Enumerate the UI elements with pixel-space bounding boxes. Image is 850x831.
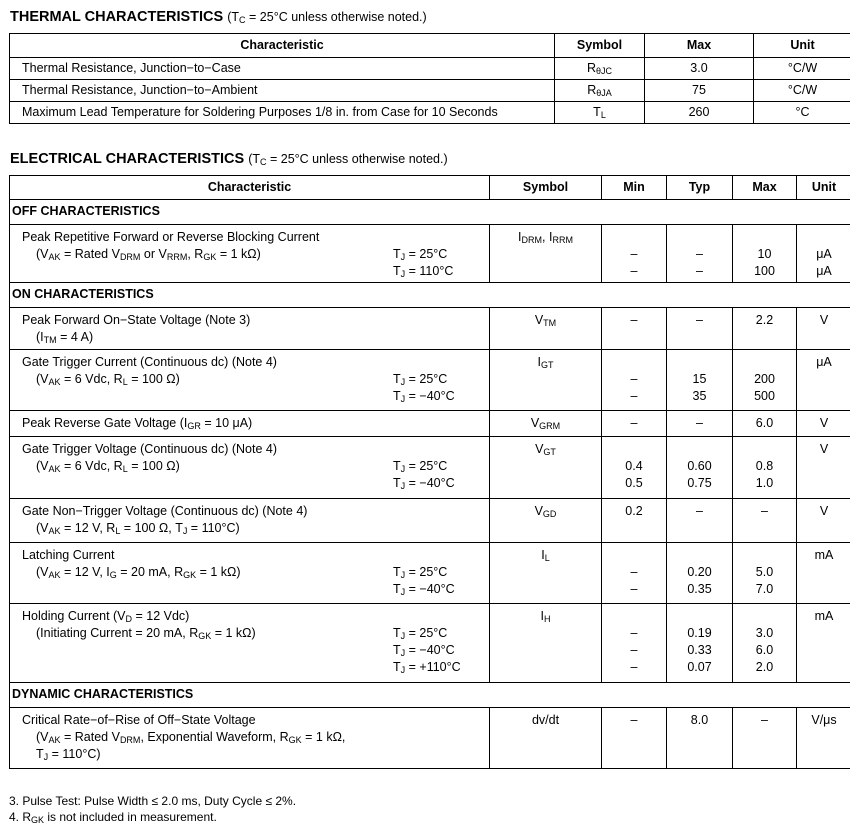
typ-cell: – — [667, 499, 733, 543]
footnote-3: 3. Pulse Test: Pulse Width ≤ 2.0 ms, Duty Cycle ≤ 2%. — [9, 794, 297, 808]
table-row — [10, 604, 850, 683]
max-cell: 75 — [645, 80, 754, 102]
symbol-cell: $R_{\theta JA}$ — [555, 80, 645, 102]
unit-cell: V — [797, 437, 850, 499]
max-cell: 0.8 1.0 — [733, 437, 797, 499]
characteristic-cell: Peak Reverse Gate Voltage ($I_{GR} = 10$ μA) — [10, 411, 490, 437]
tj-label: $T_J = 25^\circ C$ — [393, 247, 448, 262]
typ-cell: 0.60 0.75 — [667, 437, 733, 499]
table-row — [10, 708, 850, 769]
header-characteristic: Characteristic — [10, 34, 555, 58]
thermal-title: THERMAL CHARACTERISTICS ($T_C = 25^\circ C$ unless otherwise noted.) — [10, 9, 427, 25]
tj-label: $T_J = 25^\circ C$ — [393, 459, 448, 474]
unit-cell: V/μs — [797, 708, 850, 769]
table-row — [10, 543, 850, 604]
max-cell: 3.0 6.0 2.0 — [733, 604, 797, 683]
typ-cell: – — [667, 308, 733, 350]
characteristic-cell: Holding Current ($V_D = 12$ Vdc) (Initiating Current = 20 mA, $R_{GK} = 1$ kΩ) $T_J = 25^\circ C$ $T_J = -40^\circ C$ $T_J = +110^\circ C$ — [10, 604, 490, 683]
section-row-on — [10, 283, 850, 308]
header-min: Min — [602, 176, 667, 200]
typ-cell: – – — [667, 225, 733, 283]
unit-cell: °C — [754, 102, 850, 124]
typ-cell: 15 35 — [667, 350, 733, 411]
max-cell: 200 500 — [733, 350, 797, 411]
electrical-title: ELECTRICAL CHARACTERISTICS ($T_C = 25^\circ C$ unless otherwise noted.) — [10, 151, 448, 167]
table-row — [10, 308, 850, 350]
unit-cell: V — [797, 411, 850, 437]
characteristic-cell: Peak Repetitive Forward or Reverse Blocking Current ($V_{AK}$ = Rated $V_{DRM}$ or $V_{RRM}$, $R_{GK} = 1$ kΩ) $T_J = 25^\circ C$ $T_J = 110^\circ C$ — [10, 225, 490, 283]
characteristic-cell: Gate Trigger Current (Continuous dc) (Note 4) ($V_{AK} = 6$ Vdc, $R_L = 100$ Ω) $T_J = 25^\circ C$ $T_J = -40^\circ C$ — [10, 350, 490, 411]
tj-label: $T_J = -40^\circ C$ — [393, 476, 455, 491]
header-symbol: Symbol — [490, 176, 602, 200]
unit-cell: °C/W — [754, 58, 850, 80]
tj-label: $T_J = 110^\circ C$ — [393, 264, 454, 279]
header-max: Max — [645, 34, 754, 58]
symbol-cell: dv/dt — [490, 708, 602, 769]
symbol-cell: $I_L$ — [490, 543, 602, 604]
characteristic-cell: Maximum Lead Temperature for Soldering Purposes 1/8 in. from Case for 10 Seconds — [10, 102, 555, 124]
min-cell: – – — [602, 543, 667, 604]
characteristic-cell: Latching Current ($V_{AK} = 12$ V, $I_G = 20$ mA, $R_{GK} = 1$ kΩ) $T_J = 25^\circ C$ $T_J = -40^\circ C$ — [10, 543, 490, 604]
table-row — [10, 499, 850, 543]
tj-label: $T_J = -40^\circ C$ — [393, 582, 455, 597]
max-cell: – — [733, 499, 797, 543]
unit-cell: mA — [797, 543, 850, 604]
unit-cell: V — [797, 308, 850, 350]
header-symbol: Symbol — [555, 34, 645, 58]
typ-cell: 8.0 — [667, 708, 733, 769]
table-row — [10, 102, 850, 124]
max-cell: 5.0 7.0 — [733, 543, 797, 604]
min-cell: 0.2 — [602, 499, 667, 543]
table-row — [10, 411, 850, 437]
min-cell: 0.4 0.5 — [602, 437, 667, 499]
min-cell: – – — [602, 350, 667, 411]
characteristic-cell: Gate Trigger Voltage (Continuous dc) (Note 4) ($V_{AK} = 6$ Vdc, $R_L = 100$ Ω) $T_J = 25^\circ C$ $T_J = -40^\circ C$ — [10, 437, 490, 499]
header-unit: Unit — [797, 176, 850, 200]
characteristic-cell: Gate Non−Trigger Voltage (Continuous dc) (Note 4) ($V_{AK} = 12$ V, $R_L = 100$ Ω, $T_J = 110^\circ C$) — [10, 499, 490, 543]
section-title: OFF CHARACTERISTICS — [10, 200, 850, 225]
header-max: Max — [733, 176, 797, 200]
min-cell: – — [602, 411, 667, 437]
characteristic-cell: Thermal Resistance, Junction−to−Ambient — [10, 80, 555, 102]
table-row — [10, 80, 850, 102]
header-typ: Typ — [667, 176, 733, 200]
min-cell: – – – — [602, 604, 667, 683]
max-cell: 260 — [645, 102, 754, 124]
symbol-cell: $V_{GRM}$ — [490, 411, 602, 437]
typ-cell: – — [667, 411, 733, 437]
table-row — [10, 225, 850, 283]
section-row-off — [10, 200, 850, 225]
tj-label: $T_J = -40^\circ C$ — [393, 643, 455, 658]
characteristic-cell: Critical Rate−of−Rise of Off−State Voltage ($V_{AK}$ = Rated $V_{DRM}$, Exponential Waveform, $R_{GK} = 1$ kΩ, $T_J = 110^\circ C$) — [10, 708, 490, 769]
thermal-table — [9, 33, 850, 124]
table-header-row — [10, 34, 850, 58]
min-cell: – — [602, 308, 667, 350]
section-row-dynamic — [10, 683, 850, 708]
unit-cell: μA — [797, 350, 850, 411]
symbol-cell: $V_{GD}$ — [490, 499, 602, 543]
section-title: ON CHARACTERISTICS — [10, 283, 850, 308]
max-cell: 6.0 — [733, 411, 797, 437]
table-header-row — [10, 176, 850, 200]
unit-cell: mA — [797, 604, 850, 683]
max-cell: – — [733, 708, 797, 769]
header-characteristic: Characteristic — [10, 176, 490, 200]
tj-label: $T_J = 25^\circ C$ — [393, 626, 448, 641]
tj-label: $T_J = +110^\circ C$ — [393, 660, 461, 675]
unit-cell: μA μA — [797, 225, 850, 283]
unit-cell: V — [797, 499, 850, 543]
footnote-4: 4. $R_{GK}$ is not included in measurement. — [9, 810, 217, 825]
tj-label: $T_J = 25^\circ C$ — [393, 565, 448, 580]
symbol-cell: $V_{GT}$ — [490, 437, 602, 499]
electrical-table — [9, 175, 850, 769]
max-cell: 2.2 — [733, 308, 797, 350]
characteristic-cell: Peak Forward On−State Voltage (Note 3) ($I_{TM} = 4$ A) — [10, 308, 490, 350]
symbol-cell: $I_{GT}$ — [490, 350, 602, 411]
symbol-cell: $I_{DRM}$, $I_{RRM}$ — [490, 225, 602, 283]
section-title: DYNAMIC CHARACTERISTICS — [10, 683, 850, 708]
table-row — [10, 58, 850, 80]
symbol-cell: $V_{TM}$ — [490, 308, 602, 350]
min-cell: – — [602, 708, 667, 769]
unit-cell: °C/W — [754, 80, 850, 102]
table-row — [10, 437, 850, 499]
header-unit: Unit — [754, 34, 850, 58]
symbol-cell: $R_{\theta JC}$ — [555, 58, 645, 80]
typ-cell: 0.20 0.35 — [667, 543, 733, 604]
tj-label: $T_J = -40^\circ C$ — [393, 389, 455, 404]
typ-cell: 0.19 0.33 0.07 — [667, 604, 733, 683]
min-cell: – – — [602, 225, 667, 283]
characteristic-cell: Thermal Resistance, Junction−to−Case — [10, 58, 555, 80]
max-cell: 3.0 — [645, 58, 754, 80]
tj-label: $T_J = 25^\circ C$ — [393, 372, 448, 387]
max-cell: 10 100 — [733, 225, 797, 283]
symbol-cell: $T_L$ — [555, 102, 645, 124]
table-row — [10, 350, 850, 411]
symbol-cell: $I_H$ — [490, 604, 602, 683]
